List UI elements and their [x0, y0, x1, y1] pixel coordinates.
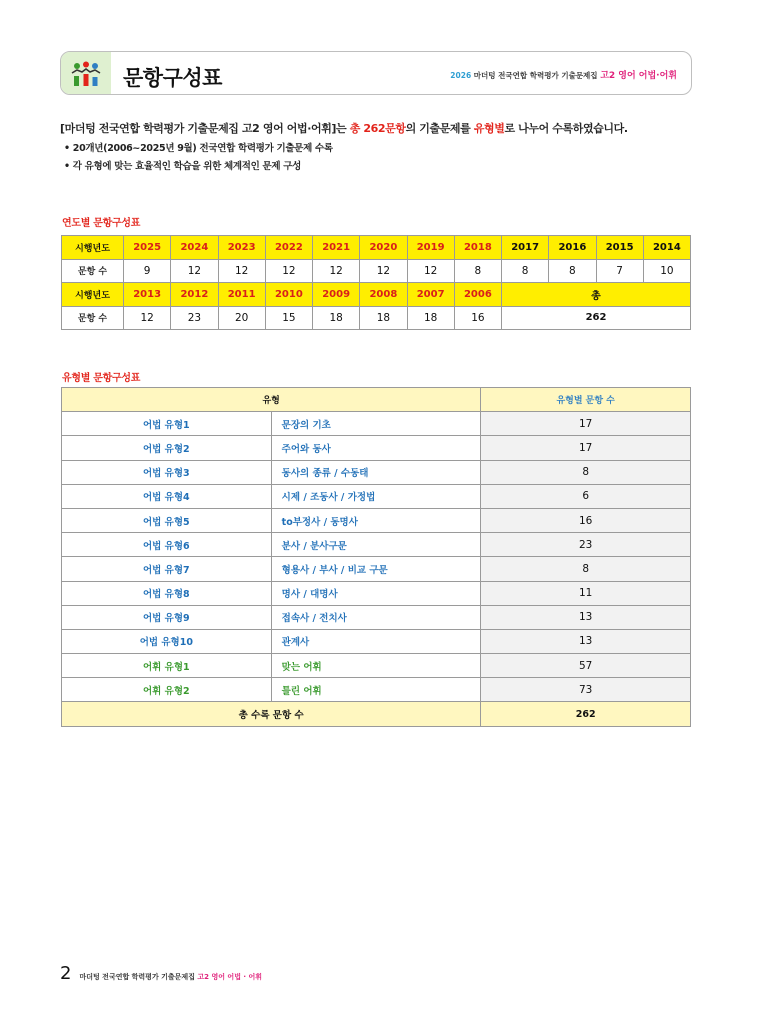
total-label: 총	[502, 283, 691, 307]
year-cell: 2023	[218, 236, 265, 260]
total-value: 262	[481, 702, 691, 726]
year-cell: 2010	[265, 283, 312, 307]
year-cell: 2008	[360, 283, 407, 307]
label-year: 시행년도	[62, 283, 124, 307]
count-cell: 18	[360, 306, 407, 330]
table-row	[62, 460, 691, 484]
year-cell: 2006	[454, 283, 501, 307]
intro-type-highlight: 유형별	[473, 122, 505, 135]
intro-text-3: 로 나누어 수록하였습니다.	[504, 122, 628, 135]
intro-bullet: • 각 유형에 맞는 효율적인 학습을 위한 체계적인 문제 구성	[64, 161, 302, 172]
type-count: 57	[481, 654, 691, 678]
year-cell: 2016	[549, 236, 596, 260]
type-category: 어법 유형9	[62, 605, 272, 629]
type-name: to부정사 / 동명사	[271, 508, 481, 532]
type-count: 17	[481, 436, 691, 460]
type-name: 문장의 기초	[271, 412, 481, 436]
year-cell: 2024	[171, 236, 218, 260]
year-row-1	[62, 236, 691, 260]
type-category: 어법 유형8	[62, 581, 272, 605]
count-cell: 18	[407, 306, 454, 330]
table-row	[62, 557, 691, 581]
count-cell: 12	[218, 259, 265, 283]
type-count: 17	[481, 412, 691, 436]
table-row	[62, 436, 691, 460]
count-cell: 20	[218, 306, 265, 330]
table-row	[62, 508, 691, 532]
count-cell: 12	[313, 259, 360, 283]
year-cell: 2017	[502, 236, 549, 260]
type-count: 8	[481, 557, 691, 581]
type-category: 어법 유형10	[62, 629, 272, 653]
type-count: 6	[481, 484, 691, 508]
type-name: 주어와 동사	[271, 436, 481, 460]
type-name: 명사 / 대명사	[271, 581, 481, 605]
type-name: 형용사 / 부사 / 비교 구문	[271, 557, 481, 581]
year-cell: 2011	[218, 283, 265, 307]
type-category: 어법 유형6	[62, 533, 272, 557]
type-name: 맞는 어휘	[271, 654, 481, 678]
header-sub-highlight: 고2 영어 어법·어휘	[600, 71, 677, 81]
year-cell: 2020	[360, 236, 407, 260]
count-row-1	[62, 259, 691, 283]
table-row	[62, 654, 691, 678]
table-row	[62, 484, 691, 508]
year-table	[61, 235, 691, 330]
type-category: 어법 유형7	[62, 557, 272, 581]
intro-main	[60, 120, 700, 136]
year-cell: 2022	[265, 236, 312, 260]
type-category: 어법 유형4	[62, 484, 272, 508]
table-row	[62, 581, 691, 605]
year-cell: 2018	[454, 236, 501, 260]
footer-highlight: 고2 영어 어법 · 어휘	[197, 973, 263, 981]
footer-text	[79, 972, 262, 982]
type-name: 관계사	[271, 629, 481, 653]
label-count: 문항 수	[62, 259, 124, 283]
type-name: 분사 / 분사구문	[271, 533, 481, 557]
type-count: 11	[481, 581, 691, 605]
type-count: 23	[481, 533, 691, 557]
total-value: 262	[502, 306, 691, 330]
header-subtitle	[450, 68, 677, 81]
type-name: 틀린 어휘	[271, 678, 481, 702]
year-section-title: 연도별 문항구성표	[62, 218, 141, 229]
type-name: 접속사 / 전치사	[271, 605, 481, 629]
year-cell: 2013	[124, 283, 171, 307]
type-category: 어법 유형2	[62, 436, 272, 460]
type-category: 어휘 유형2	[62, 678, 272, 702]
label-count: 문항 수	[62, 306, 124, 330]
table-row	[62, 629, 691, 653]
type-section-title: 유형별 문항구성표	[62, 373, 141, 384]
count-cell: 8	[549, 259, 596, 283]
type-name: 동사의 종류 / 수동태	[271, 460, 481, 484]
count-cell: 18	[313, 306, 360, 330]
count-cell: 7	[596, 259, 643, 283]
people-chart-icon	[71, 61, 101, 87]
count-cell: 23	[171, 306, 218, 330]
intro-text-1: [마더텅 전국연합 학력평가 기출문제집 고2 영어 어법·어휘]는	[60, 122, 350, 135]
total-label: 총 수록 문항 수	[62, 702, 481, 726]
intro-section	[60, 120, 700, 172]
count-cell: 12	[124, 306, 171, 330]
total-row	[62, 702, 691, 726]
year-cell: 2014	[643, 236, 690, 260]
table-row	[62, 533, 691, 557]
count-cell: 9	[124, 259, 171, 283]
type-count: 73	[481, 678, 691, 702]
intro-bullet: • 20개년(2006~2025년 9월) 전국연합 학력평가 기출문제 수록	[64, 143, 333, 154]
type-count: 16	[481, 508, 691, 532]
label-year: 시행년도	[62, 236, 124, 260]
count-cell: 15	[265, 306, 312, 330]
table-row	[62, 605, 691, 629]
page-footer	[60, 963, 262, 984]
year-cell: 2015	[596, 236, 643, 260]
intro-total-highlight: 총 262문항	[349, 122, 406, 135]
intro-bullets	[60, 140, 700, 172]
count-cell: 12	[171, 259, 218, 283]
year-cell: 2009	[313, 283, 360, 307]
count-cell: 12	[407, 259, 454, 283]
type-name: 시제 / 조동사 / 가정법	[271, 484, 481, 508]
year-cell: 2021	[313, 236, 360, 260]
type-category: 어휘 유형1	[62, 654, 272, 678]
type-count: 8	[481, 460, 691, 484]
header-count: 유형별 문항 수	[481, 388, 691, 412]
count-cell: 8	[502, 259, 549, 283]
year-cell: 2019	[407, 236, 454, 260]
table-row	[62, 678, 691, 702]
type-header-row	[62, 388, 691, 412]
page-number: 2	[60, 963, 72, 984]
count-cell: 12	[360, 259, 407, 283]
year-cell: 2007	[407, 283, 454, 307]
intro-text-2: 의 기출문제를	[405, 122, 474, 135]
type-count: 13	[481, 605, 691, 629]
type-category: 어법 유형3	[62, 460, 272, 484]
footer-book: 마더텅 전국연합 학력평가 기출문제집	[79, 973, 195, 981]
year-cell: 2025	[124, 236, 171, 260]
table-row	[62, 412, 691, 436]
count-cell: 12	[265, 259, 312, 283]
count-cell: 8	[454, 259, 501, 283]
page-header	[60, 51, 692, 95]
count-cell: 10	[643, 259, 690, 283]
year-row-2	[62, 283, 691, 307]
count-cell: 16	[454, 306, 501, 330]
header-sub-year: 2026	[450, 71, 472, 80]
type-category: 어법 유형1	[62, 412, 272, 436]
header-icon-area	[61, 52, 111, 95]
header-sub-text: 마더텅 전국연합 학력평가 기출문제집	[473, 71, 598, 80]
year-cell: 2012	[171, 283, 218, 307]
count-row-2	[62, 306, 691, 330]
header-type: 유형	[62, 388, 481, 412]
type-category: 어법 유형5	[62, 508, 272, 532]
page-title: 문항구성표	[123, 66, 222, 90]
type-table	[61, 387, 691, 727]
type-count: 13	[481, 629, 691, 653]
